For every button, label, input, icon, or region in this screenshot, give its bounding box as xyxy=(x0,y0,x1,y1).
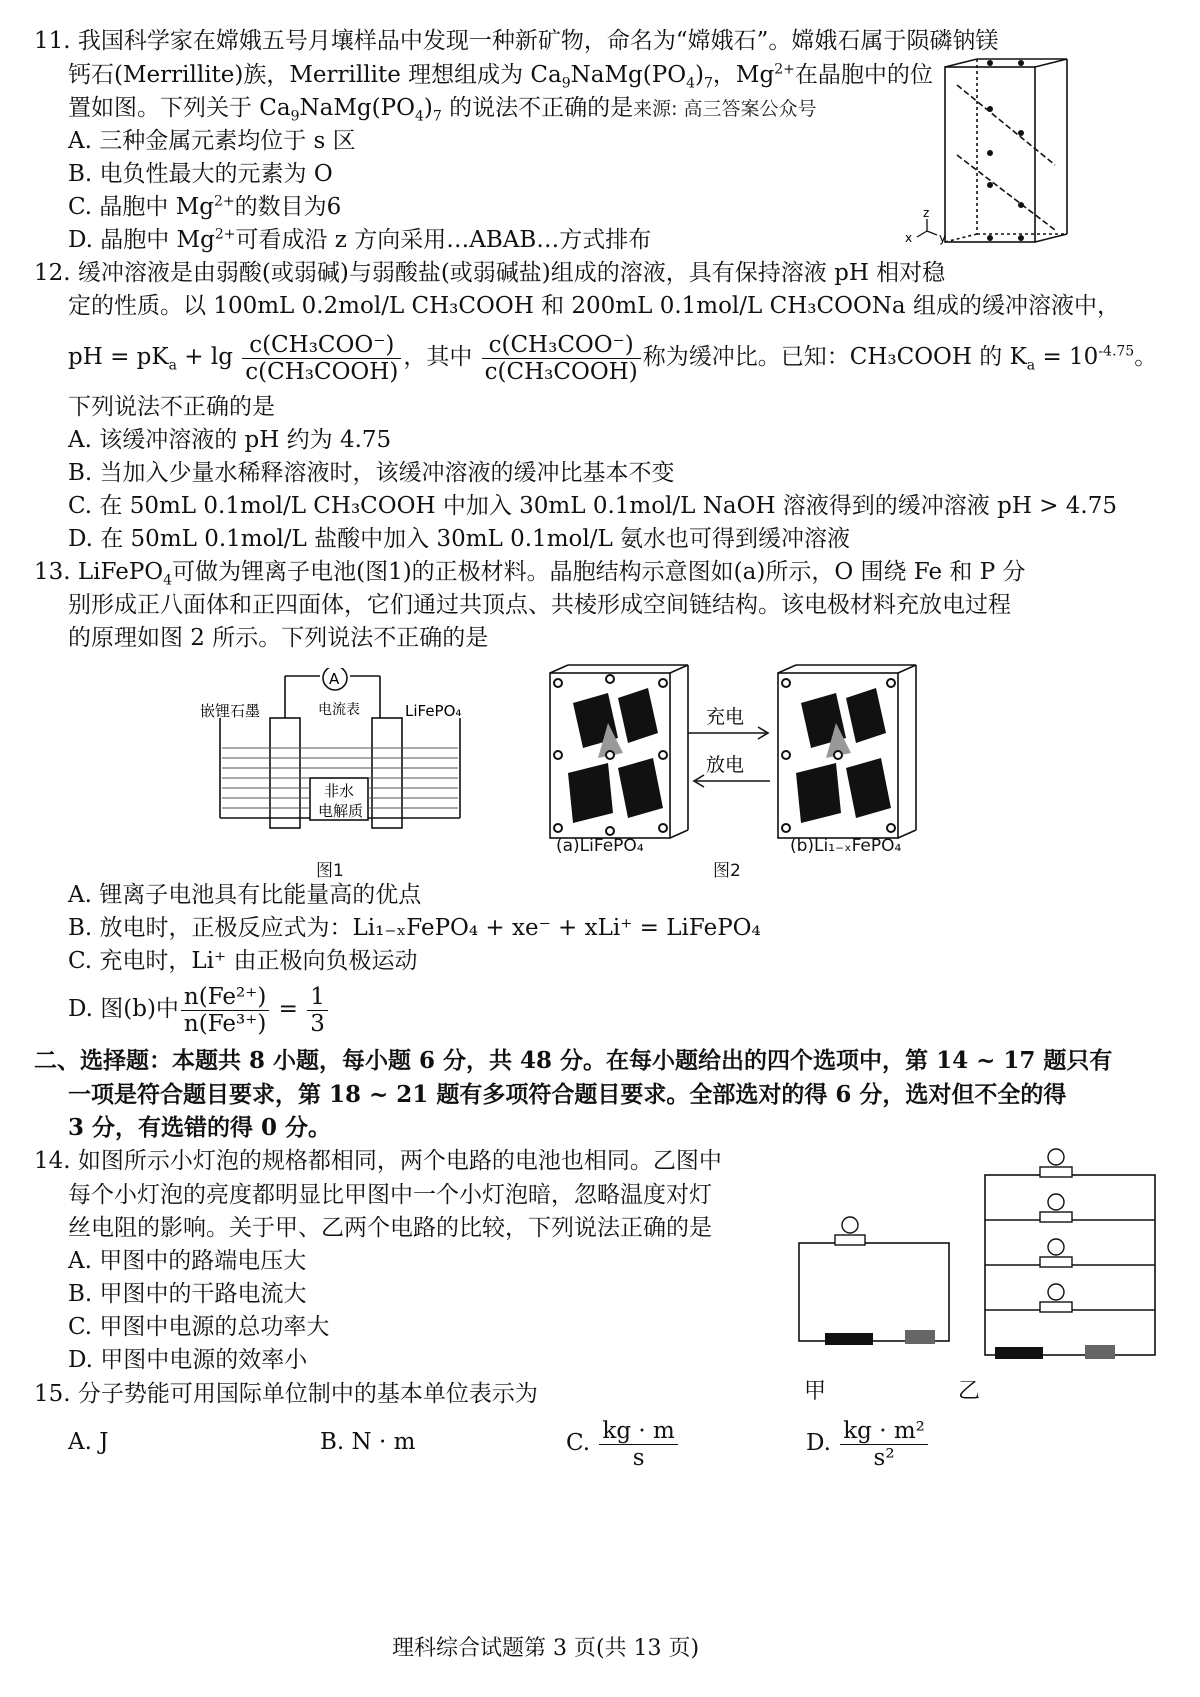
fig2-caption: 图2 xyxy=(713,861,741,881)
q14-line3: 丝电阻的影响。关于甲、乙两个电路的比较，下列说法正确的是 xyxy=(68,1215,712,1241)
discharge-label: 放电 xyxy=(706,754,745,776)
crystal-cell-figure xyxy=(905,55,1085,255)
fig1-caption: 图1 xyxy=(316,861,344,881)
q14-option-a: A. 甲图中的路端电压大 xyxy=(68,1248,307,1274)
axis-z-label: z xyxy=(923,206,930,220)
q13-option-c: C. 充电时，Li⁺ 由正极向负极运动 xyxy=(68,948,418,974)
fig2b-caption: (b)Li₁₋ₓFePO₄ xyxy=(790,836,902,856)
section2-line3: 3 分，有选错的得 0 分。 xyxy=(68,1114,332,1141)
q12-option-d: D. 在 50mL 0.1mol/L 盐酸中加入 30mL 0.1mol/L 氨水也可得到缓冲溶液 xyxy=(68,526,851,552)
q12-option-b: B. 当加入少量水稀释溶液时，该缓冲溶液的缓冲比基本不变 xyxy=(68,460,675,486)
q13-line3: 的原理如图 2 所示。下列说法不正确的是 xyxy=(68,625,489,651)
q15-option-d: D. $\frac{\text{kg · m²}}{\text{s²}}$ xyxy=(806,1414,930,1472)
circuit-yi-label: 乙 xyxy=(958,1379,981,1404)
q11-option-b: B. 电负性最大的元素为 O xyxy=(68,161,333,187)
ammeter-symbol: A xyxy=(329,670,340,688)
q11-option-c: C. 晶胞中 $Mg^{2+}$的数目为6 xyxy=(68,193,342,220)
q13-option-d: D. 图(b)中 $\frac{\text{n(Fe²⁺)}}{\text{n(Fe³⁺)}}$ = $\frac{1}{3}$ xyxy=(68,980,330,1038)
q12-formula: pH = $pK_a + \lg$ $\frac{\text{c(CH₃COO⁻)}}{\text{c(CH₃COOH)}}$ ，其中 $\frac{\text{c(CH₃COO⁻)}}{\text{c(CH₃COOH)}}$ 称为缓冲比。已知：CH₃COOH 的 $K_a = 10^{-4.75}$。 xyxy=(68,331,1158,385)
circuits-figure xyxy=(795,1145,1165,1365)
ammeter-label: 电流表 xyxy=(318,702,360,718)
source-watermark: 来源: 高三答案公众号 xyxy=(633,98,817,120)
lifepo4-cell-figure xyxy=(548,663,918,848)
q11-line3: 置如图。下列关于 $Ca_9NaMg(PO_4)_7$ 的说法不正确的是来源: 高三答案公众号 xyxy=(68,95,817,125)
q14-option-c: C. 甲图中电源的总功率大 xyxy=(68,1314,330,1340)
q15-option-b: B. N · m xyxy=(320,1429,416,1455)
q12-line2: 定的性质。以 100mL 0.2mol/L CH₃COOH 和 200mL 0.1mol/L CH₃COONa 组成的缓冲溶液中， xyxy=(68,293,1120,319)
fe-ratio-fraction: $\frac{\text{n(Fe²⁺)}}{\text{n(Fe³⁺)}}$ xyxy=(181,984,269,1037)
circuit-jia-label: 甲 xyxy=(804,1379,827,1404)
q13-line1: 13. LiFePO$_4$可做为锂离子电池(图1)的正极材料。晶胞结构示意图如(a)所示，O 围绕 Fe 和 P 分 xyxy=(34,559,1026,589)
electrolyte-label-1: 非水 xyxy=(324,782,355,800)
ratio-value-fraction: $\frac{1}{3}$ xyxy=(307,984,328,1037)
q13-option-b: B. 放电时，正极反应式为：Li₁₋ₓFePO₄ + xe⁻ + xLi⁺ = LiFePO₄ xyxy=(68,915,761,941)
fig2a-caption: (a)LiFePO₄ xyxy=(556,836,644,856)
graphite-electrode-label: 嵌锂石墨 xyxy=(200,702,261,720)
q11-option-a: A. 三种金属元素均位于 s 区 xyxy=(68,128,356,154)
charge-label: 充电 xyxy=(706,706,745,728)
q15-stem: 15. 分子势能可用国际单位制中的基本单位表示为 xyxy=(34,1381,538,1407)
q14-option-d: D. 甲图中电源的效率小 xyxy=(68,1347,308,1373)
q12-option-c: C. 在 50mL 0.1mol/L CH₃COOH 中加入 30mL 0.1mol/L NaOH 溶液得到的缓冲溶液 pH > 4.75 xyxy=(68,493,1118,519)
buffer-ratio-fraction-2: $\frac{\text{c(CH₃COO⁻)}}{\text{c(CH₃COOH)}}$ xyxy=(482,332,641,385)
q15-option-a: A. J xyxy=(68,1429,109,1455)
electrolyte-label-2: 电解质 xyxy=(318,802,364,820)
q13-line2: 别形成正八面体和正四面体，它们通过共顶点、共棱形成空间链结构。该电极材料充放电过程 xyxy=(68,592,1011,618)
section2-line1: 二、选择题：本题共 8 小题，每小题 6 分，共 48 分。在每小题给出的四个选项中，第 14 ~ 17 题只有 xyxy=(34,1047,1113,1074)
q13-option-a: A. 锂离子电池具有比能量高的优点 xyxy=(68,882,422,908)
battery-figure xyxy=(200,668,470,868)
q12-line1: 12. 缓冲溶液是由弱酸(或弱碱)与弱酸盐(或弱碱盐)组成的溶液，具有保持溶液 pH 相对稳 xyxy=(34,260,946,286)
q11-line1: 11. 我国科学家在嫦娥五号月壤样品中发现一种新矿物，命名为“嫦娥石”。嫦娥石属于陨磷钠镁 xyxy=(34,28,999,54)
q14-line2: 每个小灯泡的亮度都明显比甲图中一个小灯泡暗，忽略温度对灯 xyxy=(68,1182,712,1208)
buffer-ratio-fraction: $\frac{\text{c(CH₃COO⁻)}}{\text{c(CH₃COOH)}}$ xyxy=(242,332,401,385)
axis-x-label: x xyxy=(905,231,913,245)
page-footer: 理科综合试题第 3 页(共 13 页) xyxy=(392,1636,700,1661)
section2-line2: 一项是符合题目要求，第 18 ~ 21 题有多项符合题目要求。全部选对的得 6 分，选对但不全的得 xyxy=(68,1081,1067,1108)
q14-line1: 14. 如图所示小灯泡的规格都相同，两个电路的电池也相同。乙图中 xyxy=(34,1148,722,1174)
q12-option-a: A. 该缓冲溶液的 pH 约为 4.75 xyxy=(68,427,392,453)
axis-y-label: y xyxy=(939,231,947,245)
q11-option-d: D. 晶胞中 $Mg^{2+}$可看成沿 z 方向采用…ABAB…方式排布 xyxy=(68,226,652,253)
q14-option-b: B. 甲图中的干路电流大 xyxy=(68,1281,307,1307)
lifepo4-electrode-label: LiFePO₄ xyxy=(405,702,462,720)
q11-line2: 钙石(Merrillite)族，Merrillite 理想组成为 $Ca_9NaMg(PO_4)_7$，$Mg^{2+}$在晶胞中的位 xyxy=(68,61,933,92)
q12-line4: 下列说法不正确的是 xyxy=(68,394,275,420)
q15-option-c: C. $\frac{kg \cdot m}{s}$ xyxy=(566,1414,680,1472)
